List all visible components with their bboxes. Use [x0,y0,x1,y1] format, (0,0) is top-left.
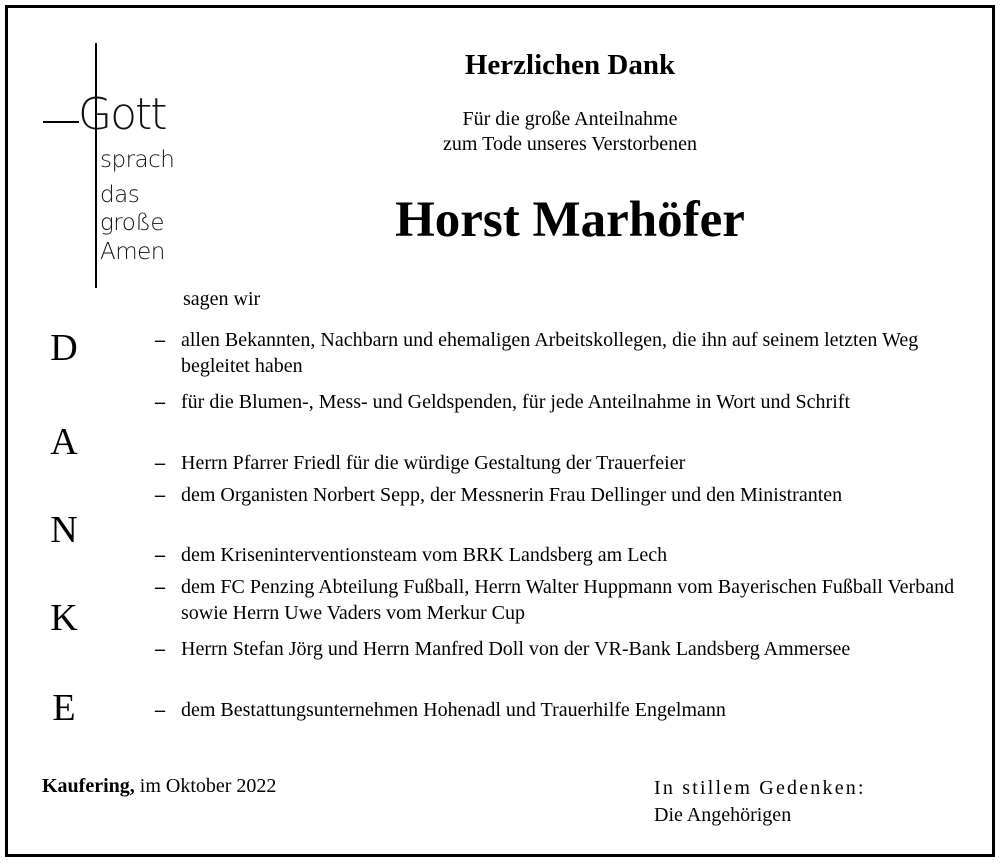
intro-line-1: Für die große Anteilnahme [462,108,678,130]
sagen-wir-text: sagen wir [183,288,261,310]
vertical-letter-k: K [50,597,78,639]
heading: Herzlichen Dank [464,49,676,81]
signature-family: Die Angehörigen [654,804,792,826]
thanks-item-text: Herrn Pfarrer Friedl für die würdige Gestaltung der Trauerfeier [181,452,686,474]
date-text: im Oktober 2022 [139,775,277,797]
thanks-item-text: dem Bestattungsunternehmen Hohenadl und Trauerhilfe Engelmann [181,699,726,721]
thanks-item [155,450,975,476]
motto-word-sprach: sprach [100,147,175,173]
thanks-item [155,542,975,568]
motto-word-grosse: große [100,210,165,236]
vertical-letter-e: E [52,687,76,729]
closing-text: In stillem Gedenken: [654,777,866,799]
thanks-item-text: dem Organisten Norbert Sepp, der Messnerin Frau Dellinger und den Ministranten [181,484,843,506]
thanks-item-text: für die Blumen-, Mess- und Geldspenden, für jede Anteilnahme in Wort und Schrift [181,391,850,413]
motto-word-gott: Gott [78,89,166,140]
thanks-item [155,482,975,508]
thanks-item [155,636,975,662]
dash-bullet: – [155,391,165,413]
dash-bullet: – [155,544,165,566]
cross-vertical-bar [95,43,97,288]
thanks-item [155,327,975,379]
thanks-item [155,574,975,626]
thanks-item [155,389,975,415]
thanks-item [155,697,975,723]
thanks-item-text: dem FC Penzing Abteilung Fußball, Herrn Walter Huppmann vom Bayerischen Fußball Verband sowie Herrn Uwe Vaders vom Merkur Cup [181,576,955,624]
motto-word-amen: Amen [100,239,165,265]
dash-bullet: – [155,484,165,506]
vertical-letter-d: D [50,327,78,369]
dash-bullet: – [155,576,165,598]
vertical-letter-n: N [50,509,78,551]
cross-horizontal-bar [43,121,79,123]
place-name: Kaufering, [42,775,135,797]
dash-bullet: – [155,699,165,721]
place-date [42,773,276,799]
intro-line-2: zum Tode unseres Verstorbenen [443,133,697,155]
vertical-letter-a: A [50,421,78,463]
thanks-item-text: Herrn Stefan Jörg und Herrn Manfred Doll von der VR-Bank Landsberg Ammersee [181,638,851,660]
thanks-item-text: dem Kriseninterventionsteam vom BRK Landsberg am Lech [181,544,668,566]
motto-word-das: das [100,182,140,208]
dash-bullet: – [155,329,165,351]
deceased-name: Horst Marhöfer [395,192,745,248]
dash-bullet: – [155,638,165,660]
dash-bullet: – [155,452,165,474]
thanks-item-text: allen Bekannten, Nachbarn und ehemaligen Arbeitskollegen, die ihn auf seinem letzten Weg begleitet haben [181,329,919,377]
